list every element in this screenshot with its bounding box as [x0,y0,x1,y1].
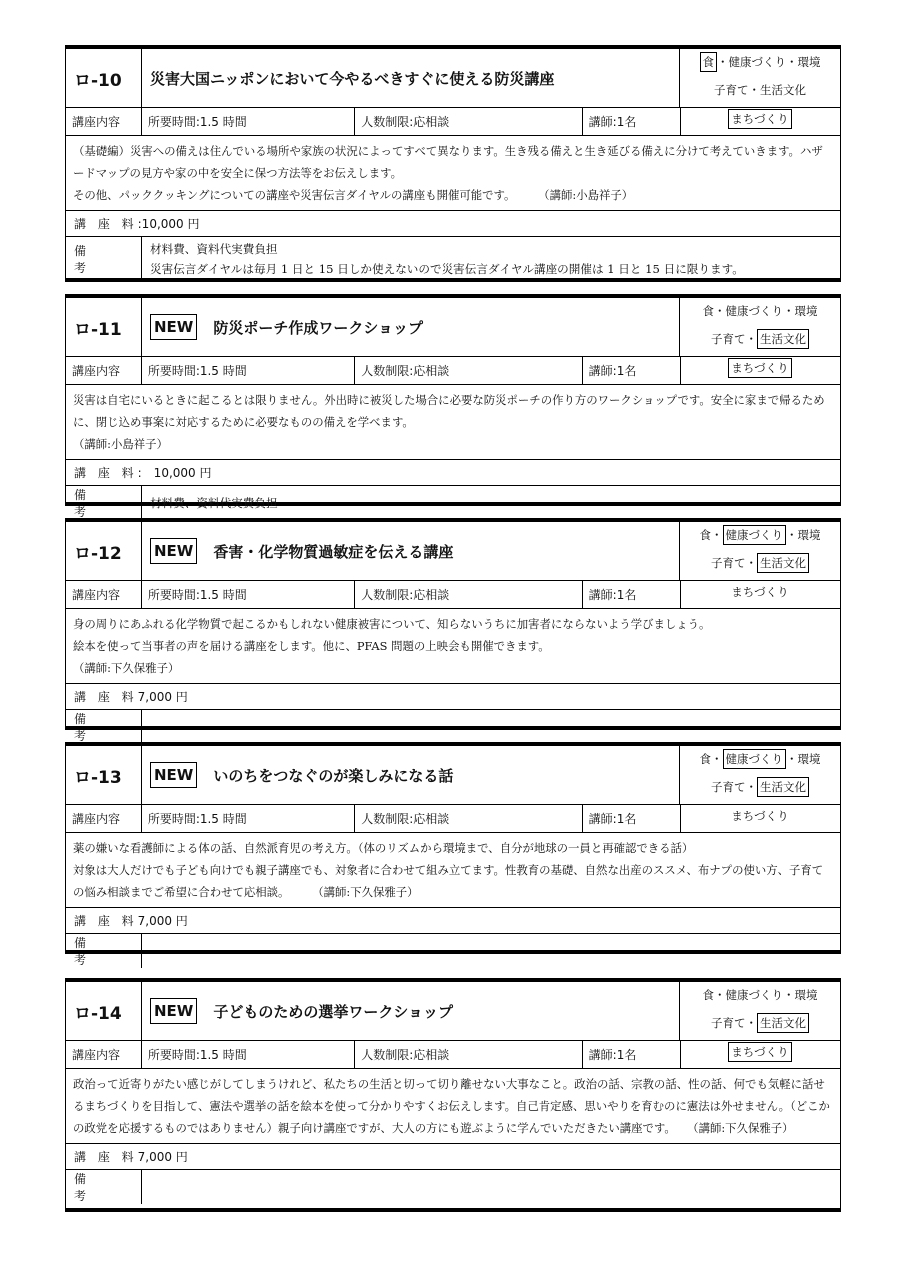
cat-child: 子育て [714,83,749,97]
fee-value: 7,000 円 [137,1150,188,1164]
note-label: 備 考 [66,934,142,968]
lecturers: 講師:1名 [588,1048,637,1062]
course-title [142,746,680,804]
note-value [142,934,840,968]
cat-env: 環境 [797,528,821,542]
course-description [66,832,840,907]
description-line: 政治って近寄りがたい感じがしてしまうけれど、私たちの生活と切って切り離せない大事なこと。政治の話、宗教の話、性の話、何でも気軽に話せるまちづくりを目指して、憲法や選挙の話を絵本を使って分かりやすくお伝えします。自己肯定感、思いやりを育むのに憲法は外せません。（どこかの政党を応援するものではありません）親子向け講座ですが、大人の方にも遊ぶように学んでいただきたい講座です。 （講師:下久保雅子） [73,1077,830,1135]
lecturers: 講師:1名 [588,115,637,129]
lecturers: 講師:1名 [588,812,637,826]
lecturers: 講師:1名 [588,588,637,602]
duration: 所要時間:1.5 時間 [142,805,355,832]
course-description [66,1068,840,1143]
course-ro12: ロ-12 NEW 香害・化学物質過敏症を伝える講座 講座内容 所要時間:1.5 時間 人数制限:応相談 講師:1名 身の周りにあふれる化学物質で起こるかもしれない健康被害について、知らないうちに加害者にならないよう学びましょう。 絵本を使って当事者の声を届ける講座をします。他に、PFAS 問題の上映会も開催できます。 （講師:下久保雅子） 講 座 料 7,000 円 備 考 食・ 健康づくり ・環境 子育て・ 生活文化 まちづくり [65,518,841,730]
course-code: ロ-12 [66,522,142,580]
new-badge: NEW [150,998,197,1024]
cat-env: 環境 [794,988,818,1002]
capacity: 人数制限:応相談 [355,581,582,608]
course-content-label: 講座内容 [66,357,142,384]
description-line: その他、パッククッキングについての講座や災害伝言ダイヤルの講座も開催可能です。 （講師:小島祥子） [73,188,634,202]
note-line: 材料費、資料代実費負担 [150,496,278,510]
description-line: 絵本を使って当事者の声を届ける講座をします。他に、PFAS 問題の上映会も開催できます。 [73,639,550,653]
cat-town: まちづくり [731,585,789,599]
cat-child: 子育て [711,780,746,794]
cat-health: 健康づくり [723,749,787,769]
cat-life: 生活文化 [757,777,809,797]
note-value [142,710,840,744]
note-label: 備 考 [66,237,142,281]
fee-row [66,683,840,709]
cat-child: 子育て [711,332,746,346]
capacity: 人数制限:応相談 [355,805,582,832]
cat-env: 環境 [797,55,821,69]
course-code: ロ-10 [66,49,142,107]
fee-row [66,907,840,933]
cat-food: 食 [702,988,714,1002]
cat-health: 健康づくり [725,988,783,1002]
note-value [142,237,840,281]
course-title-text: 子どものための選挙ワークショップ [213,1002,454,1021]
cat-health: 健康づくり [728,55,786,69]
duration: 所要時間:1.5 時間 [142,581,355,608]
note-label: 備 考 [66,486,142,520]
description-line: （講師:小島祥子） [73,437,168,451]
note-line: 材料費、資料代実費負担 [150,242,278,256]
fee-row [66,210,840,236]
course-title [142,49,680,107]
cat-env: 環境 [794,304,818,318]
note-row [66,933,840,968]
cat-life: 生活文化 [757,553,809,573]
fee-label: 講 座 料 [74,466,138,480]
cat-life: 生活文化 [757,329,809,349]
note-line: 災害伝言ダイヤルは毎月 1 日と 15 日しか使えないので災害伝言ダイヤル講座の開催は 1 日と 15 日に限ります。 [150,262,744,276]
fee-value: 7,000 円 [137,690,188,704]
cat-town: まちづくり [728,1042,791,1062]
capacity: 人数制限:応相談 [355,357,582,384]
course-ro13: ロ-13 NEW いのちをつなぐのが楽しみになる話 講座内容 所要時間:1.5 時間 人数制限:応相談 講師:1名 薬の嫌いな看護師による体の話、自然派育児の考え方。（体のリズムから環境まで、自分が地球の一員と再確認できる話） 対象は大人だけでも子ども向けでも親子講座でも、対象者に合わせて組み立てます。性教育の基礎、自然な出産のススメ、布ナプの使い方、子育ての悩み相談までご希望に合わせて応相談。 （講師:下久保雅子） 講 座 料 7,000 円 備 考 食・ 健康づくり ・環境 子育て・ 生活文化 まちづくり [65,742,841,954]
note-row [66,1169,840,1204]
new-badge: NEW [150,538,197,564]
cat-town: まちづくり [728,109,791,129]
course-content-label: 講座内容 [66,108,142,135]
cat-child: 子育て [711,1016,746,1030]
cat-health: 健康づくり [725,304,783,318]
course-ro11: ロ-11 NEW 防災ポーチ作成ワークショップ 講座内容 所要時間:1.5 時間 人数制限:応相談 講師:1名 災害は自宅にいるときに起こるとは限りません。外出時に被災した場合に必要な防災ポーチの作り方のワークショップです。安全に家まで帰るために、閉じ込め事案に対応するために必要なものの備えを学べます。 （講師:小島祥子） 講 座 料 : 10,000 円 備 考 材料費、資料代実費負担 食・健康づくり・環境 子育て・ 生活文化 まちづくり [65,294,841,506]
course-description [66,608,840,683]
duration: 所要時間:1.5 時間 [142,108,355,135]
course-code: ロ-11 [66,298,142,356]
course-description [66,135,840,210]
cat-town: まちづくり [728,358,791,378]
course-title-text: 防災ポーチ作成ワークショップ [213,318,424,337]
description-line: （講師:下久保雅子） [73,661,180,675]
description-line: 身の周りにあふれる化学物質で起こるかもしれない健康被害について、知らないうちに加害者にならないよう学びましょう。 [73,617,711,631]
fee-row [66,1143,840,1169]
note-value [142,486,840,520]
course-content-label: 講座内容 [66,805,142,832]
course-content-label: 講座内容 [66,1041,142,1068]
course-code: ロ-14 [66,982,142,1040]
course-title-text: 災害大国ニッポンにおいて今やるべきすぐに使える防災講座 [150,69,555,88]
course-description [66,384,840,459]
course-title [142,982,680,1040]
course-title [142,298,680,356]
note-label: 備 考 [66,710,142,744]
cat-town: まちづくり [731,809,789,823]
note-label: 備 考 [66,1170,142,1204]
fee-label: 講 座 料 [74,914,138,928]
course-title-text: いのちをつなぐのが楽しみになる話 [213,766,454,785]
description-line: 対象は大人だけでも子ども向けでも親子講座でも、対象者に合わせて組み立てます。性教育の基礎、自然な出産のススメ、布ナプの使い方、子育ての悩み相談までご希望に合わせて応相談。 （講師:下久保雅子） [73,863,824,899]
fee-value: 7,000 円 [137,914,188,928]
lecturers: 講師:1名 [588,364,637,378]
course-code: ロ-13 [66,746,142,804]
description-line: （基礎編）災害への備えは住んでいる場所や家族の状況によってすべて異なります。生き残る備えと生き延びる備えに分けて考えていきます。ハザードマップの見方や家の中を安全に保つ方法等をお伝えします。 [73,144,823,180]
note-row [66,236,840,281]
capacity: 人数制限:応相談 [355,1041,582,1068]
fee-label: 講 座 料 [74,690,138,704]
fee-label: 講 座 料 [74,1150,138,1164]
new-badge: NEW [150,762,197,788]
cat-food: 食 [700,52,718,72]
duration: 所要時間:1.5 時間 [142,1041,355,1068]
capacity: 人数制限:応相談 [355,108,582,135]
course-title [142,522,680,580]
cat-food: 食 [702,304,714,318]
course-content-label: 講座内容 [66,581,142,608]
course-ro14: ロ-14 NEW 子どものための選挙ワークショップ 講座内容 所要時間:1.5 時間 人数制限:応相談 講師:1名 政治って近寄りがたい感じがしてしまうけれど、私たちの生活と切って切り離せない大事なこと。政治の話、宗教の話、性の話、何でも気軽に話せるまちづくりを目指して、憲法や選挙の話を絵本を使って分かりやすくお伝えします。自己肯定感、思いやりを育むのに憲法は外せません。（どこかの政党を応援するものではありません）親子向け講座ですが、大人の方にも遊ぶように学んでいただきたい講座です。 （講師:下久保雅子） 講 座 料 7,000 円 備 考 食・健康づくり・環境 子育て・ 生活文化 まちづくり [65,978,841,1212]
course-ro10: ロ-10 災害大国ニッポンにおいて今やるべきすぐに使える防災講座 講座内容 所要時間:1.5 時間 人数制限:応相談 講師:1名 （基礎編）災害への備えは住んでいる場所や家族の状況によってすべて異なります。生き残る備えと生き延びる備えに分けて考えていきます。ハザードマップの見方や家の中を安全に保つ方法等をお伝えします。 その他、パッククッキングについての講座や災害伝言ダイヤルの講座も開催可能です。 （講師:小島祥子） 講 座 料 :10,000 円 備 考 材料費、資料代実費負担 災害伝言ダイヤルは毎月 1 日と 15 日しか使えないので災害伝言ダイヤル講座の開催は 1 日と 15 日に限ります。 食 ・健康づくり・環境 子育て・生活文化 まちづくり [65,45,841,282]
cat-food: 食 [699,528,711,542]
fee-row [66,459,840,485]
new-badge: NEW [150,314,197,340]
fee-value: : 10,000 円 [137,466,212,480]
note-value [142,1170,840,1204]
cat-food: 食 [699,752,711,766]
cat-health: 健康づくり [723,525,787,545]
cat-env: 環境 [797,752,821,766]
course-title-text: 香害・化学物質過敏症を伝える講座 [213,542,454,561]
description-line: 災害は自宅にいるときに起こるとは限りません。外出時に被災した場合に必要な防災ポーチの作り方のワークショップです。安全に家まで帰るために、閉じ込め事案に対応するために必要なものの備えを学べます。 [73,393,825,429]
cat-life: 生活文化 [757,1013,809,1033]
duration: 所要時間:1.5 時間 [142,357,355,384]
note-row [66,485,840,520]
description-line: 薬の嫌いな看護師による体の話、自然派育児の考え方。（体のリズムから環境まで、自分が地球の一員と再確認できる話） [73,841,694,855]
fee-label: 講 座 料 [74,217,138,231]
cat-life: 生活文化 [760,83,806,97]
note-row [66,709,840,744]
cat-child: 子育て [711,556,746,570]
fee-value: :10,000 円 [137,217,200,231]
